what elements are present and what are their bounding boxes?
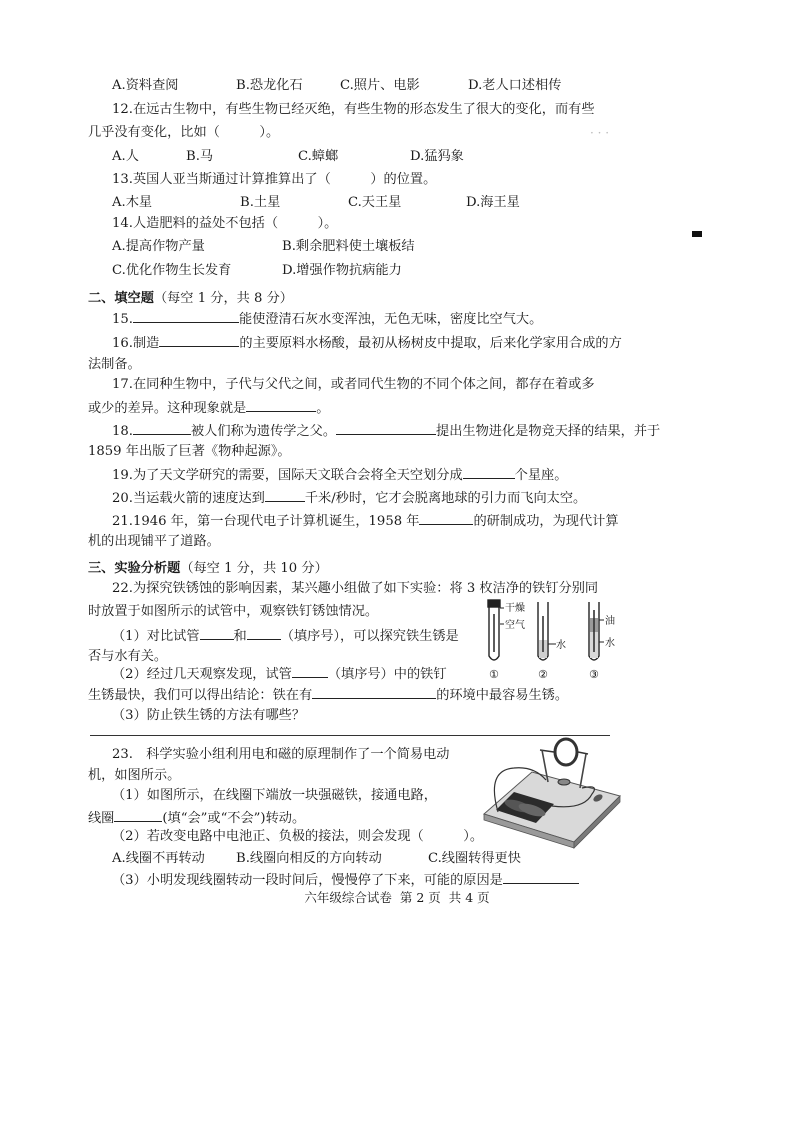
q21-cont: 机的出现铺平了道路。 — [88, 534, 220, 549]
q18-mid: 被人们称为遗传学之父。 — [190, 424, 337, 439]
section-3-title: 三、实验分析题 — [88, 561, 181, 576]
q19-blank[interactable] — [463, 465, 515, 479]
label-air: 空气 — [505, 620, 525, 631]
q14-option-d: D.增强作物抗病能力 — [282, 263, 402, 278]
footer-total: 共 4 页 — [448, 890, 490, 905]
footer-title: 六年级综合试卷 — [304, 890, 392, 905]
q19-pre: 19.为了天文学研究的需要，国际天文联合会将全天空划分成 — [112, 468, 463, 483]
q22-text: 22.为探究铁锈蚀的影响因素，某兴趣小组做了如下实验：将 3 枚洁净的铁钉分别同 — [112, 581, 599, 596]
q23-part1: （1）如图所示，在线圈下端放一块强磁铁，接通电路， — [112, 788, 437, 803]
q12-option-c: C.蟑螂 — [298, 149, 339, 164]
q13-option-a: A.木星 — [112, 195, 153, 210]
label-water-2: 水 — [556, 640, 566, 651]
q21 — [112, 511, 619, 531]
q17-text: 17.在同种生物中，子代与父代之间，或者同代生物的不同个体之间，都存在着或多 — [112, 377, 595, 392]
q23-p1-pre: 线圈 — [88, 811, 115, 826]
q15-text: 能使澄清石灰水变浑浊，无色无味，密度比空气大。 — [238, 312, 543, 327]
coil-icon — [555, 739, 577, 765]
q18 — [112, 421, 660, 441]
motor-figure — [474, 730, 624, 850]
section-2-title: 二、填空题 — [88, 291, 154, 306]
q13-text: 13.英国人亚当斯通过计算推算出了（ ）的位置。 — [112, 172, 437, 187]
q17-pre: 或少的差异。这种现象就是 — [88, 401, 247, 416]
magnet-icon — [558, 779, 570, 785]
q12-text: 12.在远古生物中，有些生物已经灭绝，有些生物的形态发生了很大的变化，而有些 — [112, 102, 595, 117]
q21-pre: 21.1946 年，第一台现代电子计算机诞生，1958 年 — [112, 514, 420, 529]
q15-blank[interactable] — [133, 309, 239, 323]
test-tubes-figure — [470, 596, 620, 682]
tube-2-number: ② — [538, 668, 548, 681]
q22-text-cont: 时放置于如图所示的试管中，观察铁钉锈蚀情况。 — [88, 604, 379, 619]
q14-option-b: B.剩余肥料使土壤板结 — [282, 239, 415, 254]
q22-p1-pre: （1）对比试管 — [112, 629, 200, 644]
q15-number: 15. — [112, 312, 133, 327]
q22-part2 — [112, 664, 447, 684]
q16-post: 的主要原料水杨酸，最初从杨树皮中提取，后来化学家用合成的方 — [239, 336, 622, 351]
q22-p1-post: （填序号），可以探究铁生锈是 — [280, 629, 459, 644]
q18-post: 提出生物进化是物竞天择的结果，并于 — [436, 424, 661, 439]
q18-blank-1[interactable] — [133, 421, 191, 435]
q16-cont: 法制备。 — [88, 357, 141, 372]
q13-option-d: D.海王星 — [466, 195, 520, 210]
q22-p1-mid: 和 — [233, 629, 247, 644]
q22-part1 — [112, 626, 459, 646]
section-3-heading — [88, 557, 328, 576]
stopper-icon — [488, 600, 500, 607]
scan-mark — [692, 231, 702, 237]
q17-cont — [88, 398, 329, 418]
q14-option-c: C.优化作物生长发育 — [112, 263, 232, 278]
q23-option-b: B.线圈向相反的方向转动 — [236, 851, 382, 866]
q23-p1-post: (填“会”或“不会”)转动。 — [162, 811, 306, 826]
q23-text-cont: 机，如图所示。 — [88, 768, 181, 783]
q22-p2-line2-pre: 生锈最快，我们可以得出结论：铁在有 — [88, 688, 313, 703]
q11-option-d: D.老人口述相传 — [468, 78, 562, 93]
q22-part3: （3）防止铁生锈的方法有哪些？ — [112, 708, 306, 723]
q23-part1-cont — [88, 808, 305, 828]
q11-option-a: A.资料查阅 — [112, 78, 179, 93]
q20 — [112, 488, 586, 508]
q15 — [112, 309, 542, 329]
q22-p2-post: （填序号）中的铁钉 — [327, 667, 447, 682]
q13-option-c: C.天王星 — [348, 195, 402, 210]
q12-option-d: D.猛犸象 — [410, 149, 464, 164]
q20-pre: 20.当运载火箭的速度达到 — [112, 491, 265, 506]
q12-option-b: B.马 — [186, 149, 214, 164]
q22-p1-blank-2[interactable] — [247, 626, 281, 640]
q19-post: 个星座。 — [514, 468, 568, 483]
q14-text: 14.人造肥料的益处不包括（ ）。 — [112, 216, 338, 231]
q22-part2-cont — [88, 685, 568, 705]
label-dry: 干燥 — [505, 603, 525, 614]
q12-option-a: A.人 — [112, 149, 139, 164]
q21-post: 的研制成功，为现代计算 — [473, 514, 619, 529]
q19 — [112, 465, 567, 485]
tube-3-number: ③ — [589, 668, 599, 681]
coil-support-right — [580, 754, 586, 788]
q23-p3-blank[interactable] — [503, 870, 579, 884]
q20-post: 千米/秒时，它才会脱离地球的引力而飞向太空。 — [304, 491, 587, 506]
q20-blank[interactable] — [265, 488, 305, 502]
section-2-score: （每空 1 分，共 8 分） — [153, 291, 293, 306]
bleed-through-text: · · · — [590, 126, 610, 140]
q22-p2-blank-2[interactable] — [312, 685, 436, 699]
footer-page: 第 2 页 — [399, 890, 441, 905]
q11-option-c: C.照片、电影 — [340, 78, 420, 93]
q16-blank[interactable] — [159, 333, 239, 347]
q11-option-b: B.恐龙化石 — [236, 78, 303, 93]
q17-blank[interactable] — [246, 398, 316, 412]
q16-pre: 16.制造 — [112, 336, 160, 351]
q16 — [112, 333, 622, 353]
q14-option-a: A.提高作物产量 — [112, 239, 205, 254]
q23-option-a: A.线圈不再转动 — [112, 851, 205, 866]
q23-part3 — [112, 870, 579, 890]
q23-p3-text: （3）小明发现线圈转动一段时间后，慢慢停了下来，可能的原因是 — [112, 873, 503, 888]
q21-blank[interactable] — [419, 511, 473, 525]
q17-post: 。 — [316, 401, 330, 416]
q18-number: 18. — [112, 424, 133, 439]
section-3-score: （每空 1 分，共 10 分） — [180, 561, 328, 576]
page-footer — [0, 888, 794, 906]
q22-part1-cont: 否与水有关。 — [88, 649, 168, 664]
q12-text-cont: 几乎没有变化，比如（ ）。 — [88, 125, 280, 140]
q18-cont: 1859 年出版了巨著《物种起源》。 — [88, 444, 291, 459]
tube-1-number: ① — [489, 668, 499, 681]
q23-p1-blank[interactable] — [114, 808, 162, 822]
q23-text: 23. 科学实验小组利用电和磁的原理制作了一个简易电动 — [112, 747, 450, 762]
section-2-heading — [88, 287, 293, 306]
q23-option-c: C.线圈转得更快 — [428, 851, 521, 866]
label-oil: 油 — [605, 616, 615, 627]
q22-p1-blank-1[interactable] — [200, 626, 234, 640]
q23-part2: （2）若改变电路中电池正、负极的接法，则会发现（ ）。 — [112, 829, 484, 844]
q22-p2-blank-1[interactable] — [292, 664, 328, 678]
q22-p2-pre: （2）经过几天观察发现，试管 — [112, 667, 292, 682]
q22-p2-line2-post: 的环境中最容易生锈。 — [436, 688, 569, 703]
label-water-3: 水 — [605, 638, 615, 649]
q13-option-b: B.土星 — [240, 195, 281, 210]
q18-blank-2[interactable] — [336, 421, 436, 435]
